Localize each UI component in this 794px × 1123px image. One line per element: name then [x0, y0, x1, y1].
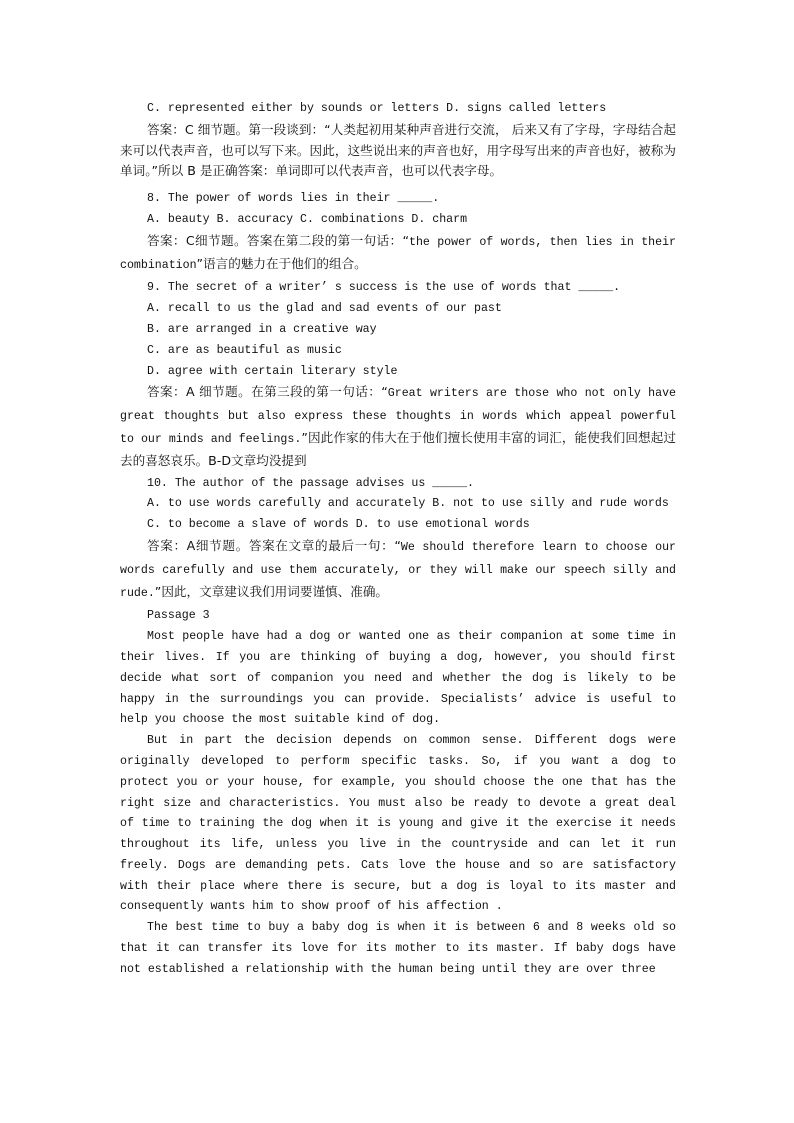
q9-answer-zh-2: ”因此作家的伟大在于他们擅长使用丰富的词汇，能使我们回想起过去的喜怒哀乐。B-D文章均没提到	[120, 429, 676, 468]
q10-answer-en: We should therefore learn to choose our words carefully and use them accurately, or they will make our speech silly and rude.	[120, 540, 676, 600]
passage-paragraph-2: But in part the decision depends on common sense. Different dogs were originally developed to perform specific tasks. So, if you want a dog to protect you or your house, for example, you should choose the one that has the right size and characteristics. You must also be ready to devote a great deal of time to training the dog when it is young and give it the exercise it needs throughout its life, unless you live in the countryside and can let it run freely. Dogs are demanding pets. Cats love the house and so are satisfactory with their place where there is secure, but a dog is loyal to its master and consequently wants him to show proof of his affection .	[120, 734, 676, 914]
q9-option-c: C. are as beautiful as music	[147, 343, 342, 357]
q8-options: A. beauty B. accuracy C. combinations D. charm	[147, 212, 468, 226]
q9-answer	[120, 382, 676, 471]
q10-answer-zh-2: ”因此，文章建议我们用词要谨慎、准确。	[154, 583, 389, 599]
q9-option-b: B. are arranged in a creative way	[147, 322, 377, 336]
q8-answer-zh-2: ”语言的魅力在于他们的组合。	[196, 255, 367, 271]
q8-answer-en: the power of words, then lies in their combination	[120, 235, 676, 272]
q7-answer: 答案：C 细节题。第一段谈到：“人类起初用某种声音进行交流， 后来又有了字母，字母结合起来可以代表声音，也可以写下来。因此，这些说出来的声音也好，用字母写出来的声音也好，被称为单词。”所以 B 是正确答案：单词即可以代表声音，也可以代表字母。	[120, 121, 676, 179]
q8-answer-zh-1: 答案：C细节题。答案在第二段的第一句话：“	[147, 232, 410, 248]
q10-options-ab: A. to use words carefully and accurately B. not to use silly and rude words	[147, 497, 669, 511]
passage-paragraph-3: The best time to buy a baby dog is when it is between 6 and 8 weeks old so that it can transfer its love for its mother to its master. If baby dogs have not established a relationship with the human being until they are over three	[120, 921, 676, 976]
q10-stem: 10. The author of the passage advises us _____.	[147, 476, 474, 490]
q8-answer	[120, 231, 676, 277]
q9-option-a: A. recall to us the glad and sad events of our past	[147, 302, 502, 316]
q8-stem: 8. The power of words lies in their _____.	[147, 192, 440, 206]
q9-answer-zh-1: 答案：A 细节题。在第三段的第一句话：“	[147, 384, 388, 400]
passage-paragraph-1: Most people have had a dog or wanted one as their companion at some time in their lives. If you are thinking of buying a dog, however, you should first decide what sort of companion you need and whether the dog is likely to be happy in the surroundings you can provide. Specialists’ advice is useful to help you choose the most suitable kind of dog.	[120, 630, 676, 727]
q9-option-d: D. agree with certain literary style	[147, 364, 398, 378]
q10-answer-zh-1: 答案：A细节题。答案在文章的最后一句：“	[147, 537, 401, 553]
q9-answer-en: Great writers are those who not only have great thoughts but also express these thoughts in words which appeal powerful to our minds and feelings.	[120, 387, 676, 446]
document-body	[120, 99, 676, 981]
q10-options-cd: C. to become a slave of words D. to use emotional words	[147, 518, 530, 532]
q7-options-cd: C. represented either by sounds or letters D. signs called letters	[147, 102, 607, 115]
q10-answer	[120, 536, 676, 604]
q9-stem: 9. The secret of a writer’ s success is the use of words that _____.	[147, 281, 621, 295]
passage-heading: Passage 3	[147, 609, 210, 623]
